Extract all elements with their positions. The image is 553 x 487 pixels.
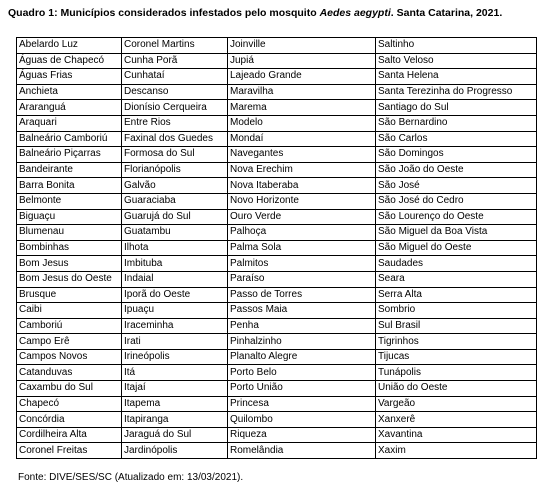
municipality-cell: Palhoça	[228, 225, 376, 241]
municipality-cell: São Miguel do Oeste	[376, 240, 537, 256]
municipality-cell: Balneário Piçarras	[17, 147, 122, 163]
table-row	[17, 53, 537, 69]
table-caption	[8, 6, 548, 20]
municipality-cell: Camboriú	[17, 318, 122, 334]
municipality-cell: Formosa do Sul	[122, 147, 228, 163]
municipality-cell: Catanduvas	[17, 365, 122, 381]
municipality-cell: Tijucas	[376, 349, 537, 365]
municipality-cell: Riqueza	[228, 427, 376, 443]
table-row	[17, 193, 537, 209]
municipality-cell: Passos Maia	[228, 303, 376, 319]
municipality-cell: Princesa	[228, 396, 376, 412]
municipality-cell: Santa Helena	[376, 69, 537, 85]
municipality-cell: Navegantes	[228, 147, 376, 163]
municipality-cell: Balneário Camboriú	[17, 131, 122, 147]
municipality-cell: Novo Horizonte	[228, 193, 376, 209]
municipality-cell: Guarujá do Sul	[122, 209, 228, 225]
municipality-cell: Salto Veloso	[376, 53, 537, 69]
municipality-cell: Xanxerê	[376, 412, 537, 428]
municipality-cell: Paraíso	[228, 271, 376, 287]
municipality-cell: Campo Erê	[17, 334, 122, 350]
municipality-cell: Nova Itaberaba	[228, 178, 376, 194]
caption-suffix: . Santa Catarina, 2021.	[390, 7, 503, 19]
municipality-cell: Chapecó	[17, 396, 122, 412]
municipality-cell: Galvão	[122, 178, 228, 194]
table-row	[17, 396, 537, 412]
municipality-cell: Nova Erechim	[228, 162, 376, 178]
municipality-cell: Saltinho	[376, 38, 537, 54]
municipality-cell: Campos Novos	[17, 349, 122, 365]
municipality-cell: Sul Brasil	[376, 318, 537, 334]
table-row	[17, 427, 537, 443]
municipality-cell: Ilhota	[122, 240, 228, 256]
municipality-cell: Sombrio	[376, 303, 537, 319]
caption-species: Aedes aegypti	[319, 7, 391, 19]
table-row	[17, 69, 537, 85]
municipality-cell: Abelardo Luz	[17, 38, 122, 54]
source-note: Fonte: DIVE/SES/SC (Atualizado em: 13/03/2021).	[18, 472, 244, 483]
municipality-cell: Anchieta	[17, 84, 122, 100]
municipality-cell: Caxambu do Sul	[17, 381, 122, 397]
municipality-cell: São Lourenço do Oeste	[376, 209, 537, 225]
municipality-cell: Bandeirante	[17, 162, 122, 178]
municipality-cell: São João do Oeste	[376, 162, 537, 178]
municipality-cell: Entre Rios	[122, 115, 228, 131]
municipality-cell: São Bernardino	[376, 115, 537, 131]
municipality-cell: Guaraciaba	[122, 193, 228, 209]
municipality-cell: Lajeado Grande	[228, 69, 376, 85]
municipality-cell: Santa Terezinha do Progresso	[376, 84, 537, 100]
table-row	[17, 287, 537, 303]
municipality-cell: Irineópolis	[122, 349, 228, 365]
table-row	[17, 318, 537, 334]
municipality-cell: Marema	[228, 100, 376, 116]
municipality-cell: Blumenau	[17, 225, 122, 241]
municipality-cell: Porto Belo	[228, 365, 376, 381]
table-row	[17, 443, 537, 459]
municipality-cell: Penha	[228, 318, 376, 334]
municipality-cell: Vargeão	[376, 396, 537, 412]
municipality-cell: Faxinal dos Guedes	[122, 131, 228, 147]
municipality-cell: Iporã do Oeste	[122, 287, 228, 303]
table-row	[17, 84, 537, 100]
municipality-cell: Cunha Porã	[122, 53, 228, 69]
municipality-cell: Coronel Martins	[122, 38, 228, 54]
table-row	[17, 178, 537, 194]
table-row	[17, 162, 537, 178]
table-body	[17, 38, 537, 459]
municipality-cell: Florianópolis	[122, 162, 228, 178]
municipality-cell: Planalto Alegre	[228, 349, 376, 365]
table-row	[17, 381, 537, 397]
municipality-cell: Pinhalzinho	[228, 334, 376, 350]
table-row	[17, 240, 537, 256]
municipality-cell: Descanso	[122, 84, 228, 100]
municipality-cell: Belmonte	[17, 193, 122, 209]
municipalities-table	[16, 37, 537, 459]
municipality-cell: Dionísio Cerqueira	[122, 100, 228, 116]
table-row	[17, 131, 537, 147]
municipality-cell: São Miguel da Boa Vista	[376, 225, 537, 241]
municipality-cell: Itapiranga	[122, 412, 228, 428]
municipality-cell: Saudades	[376, 256, 537, 272]
municipality-cell: Palma Sola	[228, 240, 376, 256]
municipality-cell: Imbituba	[122, 256, 228, 272]
municipality-cell: Biguaçu	[17, 209, 122, 225]
municipality-cell: Jupiá	[228, 53, 376, 69]
table-row	[17, 334, 537, 350]
municipality-cell: Bom Jesus	[17, 256, 122, 272]
municipality-cell: Tunápolis	[376, 365, 537, 381]
municipality-cell: São José do Cedro	[376, 193, 537, 209]
municipality-cell: Maravilha	[228, 84, 376, 100]
municipality-cell: Santiago do Sul	[376, 100, 537, 116]
municipality-cell: Romelândia	[228, 443, 376, 459]
municipality-cell: Concórdia	[17, 412, 122, 428]
municipality-cell: São José	[376, 178, 537, 194]
municipality-cell: Caibi	[17, 303, 122, 319]
municipality-cell: São Carlos	[376, 131, 537, 147]
municipality-cell: Bombinhas	[17, 240, 122, 256]
table-row	[17, 225, 537, 241]
municipality-cell: Araquari	[17, 115, 122, 131]
table-row	[17, 412, 537, 428]
caption-text: Municípios considerados infestados pelo mosquito	[60, 7, 317, 19]
municipality-cell: Águas Frias	[17, 69, 122, 85]
municipality-cell: Itajaí	[122, 381, 228, 397]
municipality-cell: Jaraguá do Sul	[122, 427, 228, 443]
municipality-cell: Ouro Verde	[228, 209, 376, 225]
municipality-cell: Palmitos	[228, 256, 376, 272]
municipality-cell: Cordilheira Alta	[17, 427, 122, 443]
municipality-cell: Jardinópolis	[122, 443, 228, 459]
municipality-cell: Mondaí	[228, 131, 376, 147]
municipality-cell: Barra Bonita	[17, 178, 122, 194]
municipality-cell: Quilombo	[228, 412, 376, 428]
municipality-cell: Bom Jesus do Oeste	[17, 271, 122, 287]
municipality-cell: Tigrinhos	[376, 334, 537, 350]
table-row	[17, 100, 537, 116]
municipality-cell: União do Oeste	[376, 381, 537, 397]
table-row	[17, 147, 537, 163]
municipality-cell: Itapema	[122, 396, 228, 412]
municipality-cell: Guatambu	[122, 225, 228, 241]
municipality-cell: Coronel Freitas	[17, 443, 122, 459]
municipality-cell: Passo de Torres	[228, 287, 376, 303]
municipality-cell: Indaial	[122, 271, 228, 287]
municipality-cell: Brusque	[17, 287, 122, 303]
municipality-cell: Modelo	[228, 115, 376, 131]
table-row	[17, 209, 537, 225]
municipality-cell: Seara	[376, 271, 537, 287]
municipality-cell: Iraceminha	[122, 318, 228, 334]
table-row	[17, 38, 537, 54]
municipality-cell: Águas de Chapecó	[17, 53, 122, 69]
table-row	[17, 271, 537, 287]
table-row	[17, 115, 537, 131]
table-row	[17, 365, 537, 381]
municipality-cell: São Domingos	[376, 147, 537, 163]
municipality-cell: Itá	[122, 365, 228, 381]
municipality-cell: Irati	[122, 334, 228, 350]
municipality-cell: Cunhataí	[122, 69, 228, 85]
table-row	[17, 303, 537, 319]
table-row	[17, 349, 537, 365]
municipality-cell: Ipuaçu	[122, 303, 228, 319]
municipality-cell: Porto União	[228, 381, 376, 397]
table-row	[17, 256, 537, 272]
municipality-cell: Araranguá	[17, 100, 122, 116]
municipality-cell: Xavantina	[376, 427, 537, 443]
municipality-cell: Joinville	[228, 38, 376, 54]
municipality-cell: Serra Alta	[376, 287, 537, 303]
caption-label: Quadro 1:	[8, 7, 58, 19]
municipality-cell: Xaxim	[376, 443, 537, 459]
